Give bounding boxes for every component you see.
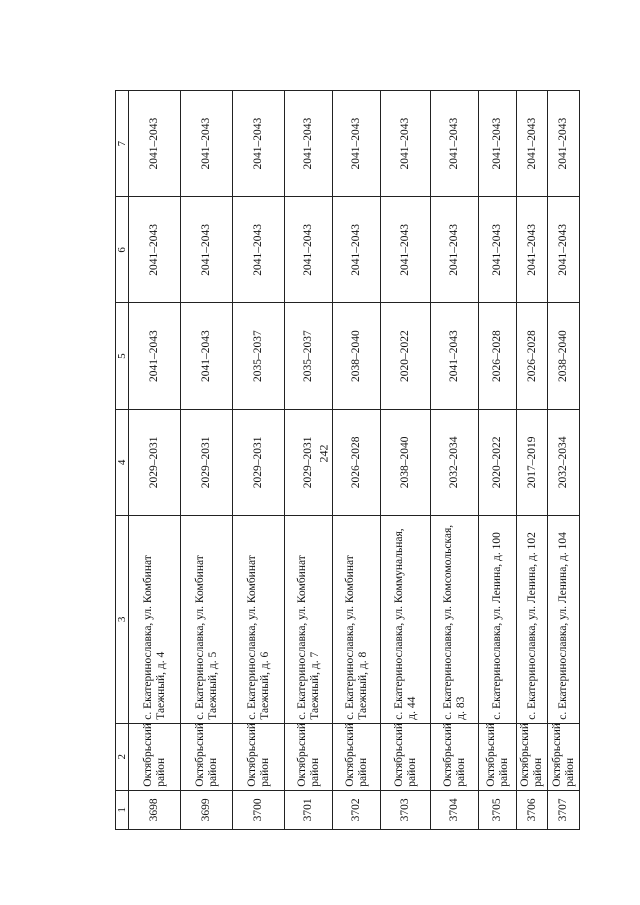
period-col5: 2041–2043 <box>431 303 479 409</box>
header-row <box>116 91 129 830</box>
period-col7: 2041–2043 <box>548 91 580 197</box>
period-col4: 2029–2031 <box>181 409 233 515</box>
address-cell: с. Екатеринославка, ул. Ленина, д. 102 <box>517 515 548 723</box>
period-col6: 2041–2043 <box>233 197 285 303</box>
table-row <box>181 91 233 830</box>
header-cell: 2 <box>116 723 129 790</box>
period-col6: 2041–2043 <box>479 197 517 303</box>
address-cell: с. Екатеринославка, ул. Ленина, д. 104 <box>548 515 580 723</box>
table-row <box>381 91 431 830</box>
period-col5: 2035–2037 <box>233 303 285 409</box>
period-col7: 2041–2043 <box>381 91 431 197</box>
district-cell: Октябрьский район <box>233 723 285 790</box>
period-col7: 2041–2043 <box>181 91 233 197</box>
period-col6: 2041–2043 <box>181 197 233 303</box>
period-col4: 2017–2019 <box>517 409 548 515</box>
table-row <box>479 91 517 830</box>
period-col5: 2035–2037 <box>285 303 333 409</box>
period-col4: 2032–2034 <box>548 409 580 515</box>
period-col6: 2041–2043 <box>517 197 548 303</box>
header-cell: 3 <box>116 515 129 723</box>
address-cell: с. Екатеринославка, ул. Комбинат Таежный, д. 5 <box>181 515 233 723</box>
table-row <box>333 91 381 830</box>
address-cell: с. Екатеринославка, ул. Комбинат Таежный, д. 6 <box>233 515 285 723</box>
header-cell: 4 <box>116 409 129 515</box>
page-number: 242 <box>316 444 331 463</box>
period-col6: 2041–2043 <box>381 197 431 303</box>
period-col5: 2041–2043 <box>181 303 233 409</box>
row-number: 3705 <box>479 790 517 829</box>
address-cell: с. Екатеринославка, ул. Комсомольская, д. 83 <box>431 515 479 723</box>
period-col5: 2026–2028 <box>479 303 517 409</box>
row-number: 3700 <box>233 790 285 829</box>
period-col5: 2038–2040 <box>548 303 580 409</box>
address-cell: с. Екатеринославка, ул. Комбинат Таежный, д. 8 <box>333 515 381 723</box>
schedule-table <box>115 90 580 830</box>
address-cell: с. Екатеринославка, ул. Комбинат Таежный, д. 4 <box>129 515 181 723</box>
period-col7: 2041–2043 <box>233 91 285 197</box>
period-col4: 2020–2022 <box>479 409 517 515</box>
row-number: 3703 <box>381 790 431 829</box>
table-row <box>517 91 548 830</box>
address-cell: с. Екатеринославка, ул. Коммунальная, д. 44 <box>381 515 431 723</box>
period-col7: 2041–2043 <box>431 91 479 197</box>
row-number: 3698 <box>129 790 181 829</box>
address-cell: с. Екатеринославка, ул. Ленина, д. 100 <box>479 515 517 723</box>
period-col5: 2020–2022 <box>381 303 431 409</box>
table-row <box>431 91 479 830</box>
row-number: 3701 <box>285 790 333 829</box>
period-col4: 2029–2031 <box>129 409 181 515</box>
row-number: 3699 <box>181 790 233 829</box>
period-col4: 2029–2031 <box>285 409 333 515</box>
table-row <box>233 91 285 830</box>
period-col7: 2041–2043 <box>285 91 333 197</box>
period-col6: 2041–2043 <box>285 197 333 303</box>
district-cell: Октябрьский район <box>517 723 548 790</box>
period-col7: 2041–2043 <box>479 91 517 197</box>
period-col6: 2041–2043 <box>548 197 580 303</box>
header-cell: 7 <box>116 91 129 197</box>
row-number: 3702 <box>333 790 381 829</box>
period-col7: 2041–2043 <box>333 91 381 197</box>
address-cell: с. Екатеринославка, ул. Комбинат Таежный, д. 7 <box>285 515 333 723</box>
district-cell: Октябрьский район <box>285 723 333 790</box>
table-row <box>548 91 580 830</box>
header-cell: 1 <box>116 790 129 829</box>
period-col4: 2038–2040 <box>381 409 431 515</box>
district-cell: Октябрьский район <box>479 723 517 790</box>
district-cell: Октябрьский район <box>431 723 479 790</box>
period-col7: 2041–2043 <box>129 91 181 197</box>
row-number: 3704 <box>431 790 479 829</box>
period-col6: 2041–2043 <box>333 197 381 303</box>
period-col4: 2029–2031 <box>233 409 285 515</box>
table-row <box>285 91 333 830</box>
district-cell: Октябрьский район <box>333 723 381 790</box>
table-row <box>129 91 181 830</box>
period-col4: 2032–2034 <box>431 409 479 515</box>
district-cell: Октябрьский район <box>381 723 431 790</box>
row-number: 3707 <box>548 790 580 829</box>
district-cell: Октябрьский район <box>181 723 233 790</box>
period-col5: 2038–2040 <box>333 303 381 409</box>
period-col6: 2041–2043 <box>431 197 479 303</box>
period-col6: 2041–2043 <box>129 197 181 303</box>
period-col5: 2041–2043 <box>129 303 181 409</box>
header-cell: 6 <box>116 197 129 303</box>
row-number: 3706 <box>517 790 548 829</box>
table-rotated-container <box>115 90 580 830</box>
district-cell: Октябрьский район <box>548 723 580 790</box>
header-cell: 5 <box>116 303 129 409</box>
period-col5: 2026–2028 <box>517 303 548 409</box>
district-cell: Октябрьский район <box>129 723 181 790</box>
period-col7: 2041–2043 <box>517 91 548 197</box>
period-col4: 2026–2028 <box>333 409 381 515</box>
